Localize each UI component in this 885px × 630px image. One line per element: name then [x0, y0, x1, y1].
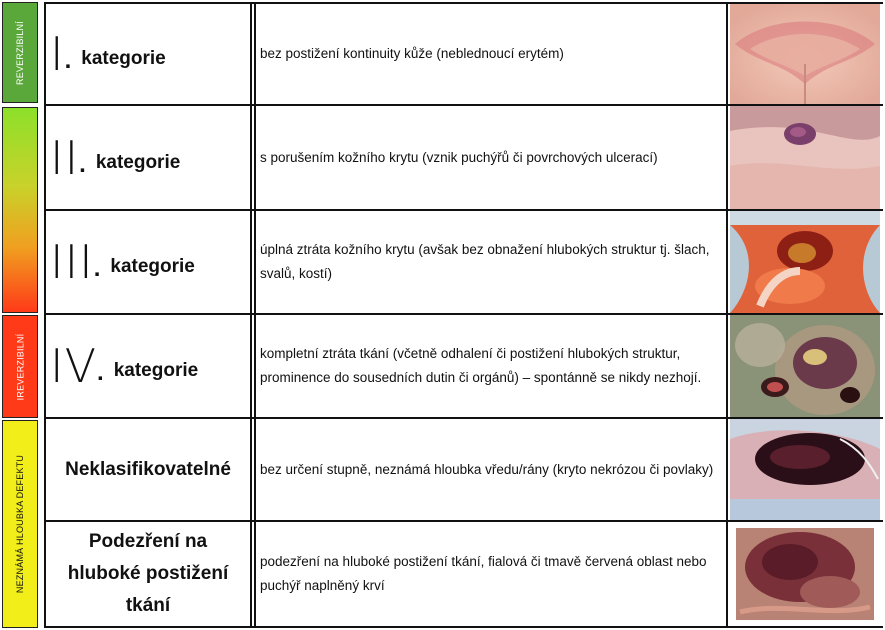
roman-dot: . — [93, 255, 101, 282]
band-unknown-depth — [2, 420, 38, 628]
category-cell — [50, 315, 246, 417]
severity-sidebar — [2, 2, 38, 628]
band-label-reversible: REVERZIBILNÍ — [15, 20, 26, 85]
deep-tissue-label: Podezření na hluboké postižení tkání — [67, 531, 229, 616]
category-word: kategorie — [113, 360, 199, 381]
blister-photo-icon — [730, 106, 880, 209]
category-cell — [50, 106, 246, 209]
deep-ulcer-photo-icon — [730, 315, 880, 417]
pressure-ulcer-table — [44, 2, 883, 628]
roman-numeral: II — [50, 130, 80, 185]
ulcer-photo-icon — [730, 211, 880, 313]
unclassifiable-label: Neklasifikovatelné — [65, 458, 231, 480]
category-word: kategorie — [110, 256, 195, 277]
necrosis-photo-icon — [730, 419, 880, 520]
table-rule — [44, 626, 883, 628]
roman-numeral: III — [50, 235, 94, 289]
description-cell — [260, 522, 722, 626]
category-cell — [50, 4, 246, 104]
category-cell — [50, 211, 246, 313]
band-reversible — [2, 2, 38, 103]
description-cell — [260, 315, 722, 417]
description-text: bez postižení kontinuity kůže (neblednoucí erytém) — [260, 46, 564, 61]
description-cell — [260, 419, 722, 520]
table-vline — [44, 2, 46, 628]
description-text: úplná ztráta kožního krytu (avšak bez obnažení hlubokých struktur tj. šlach, svalů, kostí) — [260, 242, 710, 281]
roman-dot: . — [79, 150, 86, 178]
description-text: s porušením kožního krytu (vznik puchýřů či povrchových ulcerací) — [260, 149, 658, 165]
category-word: kategorie — [95, 151, 181, 173]
roman-dot: . — [64, 47, 72, 74]
band-irreversible — [2, 315, 38, 418]
roman-dot: . — [97, 359, 104, 386]
band-label-irreversible: IREVERZIBILNÍ — [15, 333, 25, 400]
description-text: podezření na hluboké postižení tkání, fialová či tmavě červená oblast nebo puchýř naplněný krví — [260, 554, 707, 593]
category-cell — [50, 522, 246, 626]
table-vline — [254, 2, 256, 628]
band-gradient — [2, 107, 38, 313]
description-cell — [260, 211, 722, 313]
description-cell — [260, 4, 722, 104]
roman-numeral: IV — [50, 339, 98, 393]
category-word: kategorie — [81, 48, 166, 69]
roman-numeral: I — [50, 27, 65, 81]
category-cell — [50, 419, 246, 520]
description-text: bez určení stupně, neznámá hloubka vředu/rány (kryto nekrózou či povlaky) — [260, 461, 714, 477]
deep-tissue-photo-icon — [730, 522, 880, 626]
band-label-unknown-depth: NEZNÁMÁ HLOUBKA DEFEKTU — [15, 454, 25, 594]
erythema-photo-icon — [730, 4, 880, 104]
description-text: kompletní ztráta tkání (včetně odhalení či postižení hlubokých struktur, prominence do sousedních dutin či orgánů) – spontánně se nikdy nezhojí. — [260, 346, 702, 385]
table-vline — [250, 2, 252, 628]
table-vline — [726, 2, 728, 628]
description-cell — [260, 106, 722, 209]
